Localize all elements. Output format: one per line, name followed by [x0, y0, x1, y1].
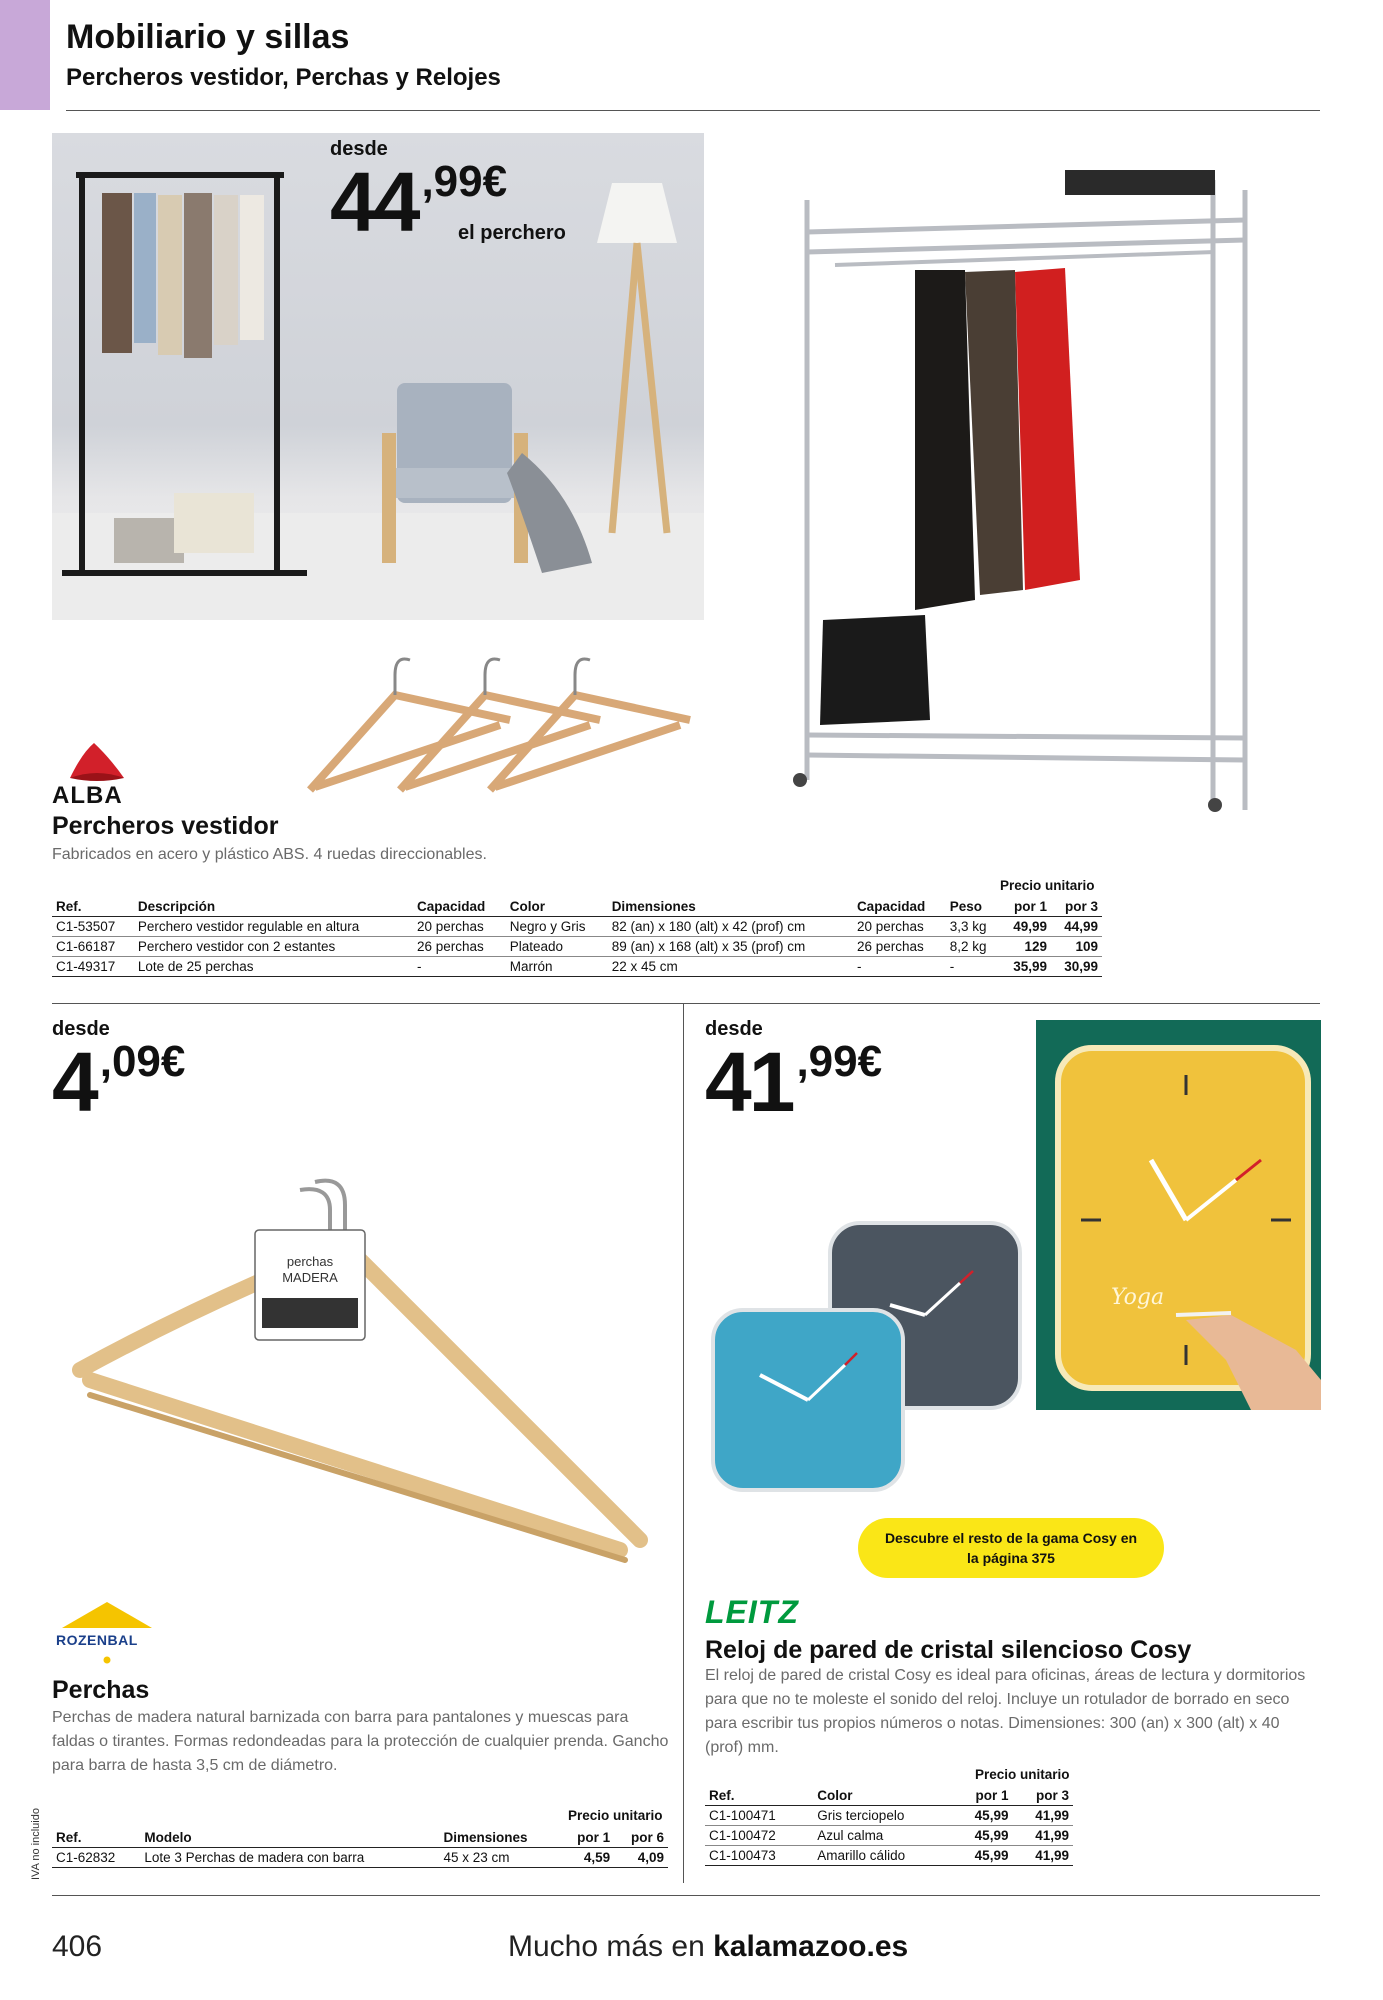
perchas-illustration	[60, 1120, 660, 1600]
cell-price-3: 30,99	[1051, 957, 1102, 977]
col-weight: Peso	[946, 897, 1000, 917]
alba-logo-text: ALBA	[52, 782, 123, 809]
footer-tagline-prefix: Mucho más en	[508, 1930, 714, 1963]
percheros-desde: desde	[330, 138, 388, 160]
section-tab	[0, 0, 50, 110]
col-capacity: Capacidad	[413, 897, 506, 917]
grey-blue-clocks-illustration	[705, 1215, 1035, 1495]
percheros-table	[52, 897, 1102, 977]
table-row	[52, 937, 1102, 957]
col-price-1: por 1	[1000, 897, 1051, 917]
cell-price-1: 35,99	[1000, 957, 1051, 977]
cell-description: Lote de 25 perchas	[134, 957, 413, 977]
rozenbal-logo	[52, 1598, 162, 1668]
iva-note: IVA no incluido	[30, 1808, 42, 1880]
section-rule	[52, 1003, 1320, 1004]
table-row	[705, 1826, 1073, 1846]
perchas-tag-text: perchas MADERA	[282, 1254, 338, 1285]
hangers-trio-illustration	[300, 625, 750, 805]
cell-weight: -	[946, 957, 1000, 977]
cell-capacity-2: 20 perchas	[853, 917, 946, 937]
page-number: 406	[52, 1930, 103, 1963]
cell-weight: 8,2 kg	[946, 937, 1000, 957]
cell-dimensions: 45 x 23 cm	[439, 1848, 560, 1868]
cell-capacity: -	[413, 957, 506, 977]
col-ref: Ref.	[52, 1828, 140, 1848]
reloj-title: Reloj de pared de cristal silencioso Cosy	[705, 1636, 1192, 1664]
wire-rack-illustration	[775, 160, 1275, 860]
table-header-row	[52, 1828, 668, 1848]
col-price-3: por 3	[1051, 897, 1102, 917]
cell-color: Amarillo cálido	[813, 1846, 952, 1866]
cell-price-1: 45,99	[952, 1806, 1013, 1826]
cell-price-3: 41,99	[1012, 1806, 1073, 1826]
col-capacity-2: Capacidad	[853, 897, 946, 917]
perchas-desde: desde	[52, 1018, 110, 1040]
percheros-price-note: el perchero	[458, 222, 566, 244]
cell-color: Marrón	[506, 957, 608, 977]
cell-ref: C1-100473	[705, 1846, 813, 1866]
page-subtitle: Percheros vestidor, Perchas y Relojes	[66, 64, 501, 91]
rozenbal-logo-text: ROZENBAL	[56, 1632, 138, 1648]
percheros-title: Percheros vestidor	[52, 812, 279, 840]
table-row	[52, 1848, 668, 1868]
hangers-trio-photo	[300, 625, 750, 805]
reloj-price	[705, 1035, 883, 1129]
col-dimensions: Dimensiones	[439, 1828, 560, 1848]
table-row	[705, 1806, 1073, 1826]
perchas-price-decimals: ,09€	[99, 1037, 186, 1086]
perchas-unit-price-header: Precio unitario	[568, 1808, 663, 1823]
cell-price-1: 45,99	[952, 1846, 1013, 1866]
cell-ref: C1-66187	[52, 937, 134, 957]
cell-dimensions: 82 (an) x 180 (alt) x 42 (prof) cm	[608, 917, 853, 937]
col-model: Modelo	[140, 1828, 439, 1848]
wire-rack-photo	[775, 160, 1275, 860]
cell-description: Perchero vestidor con 2 estantes	[134, 937, 413, 957]
reloj-table	[705, 1786, 1073, 1866]
col-description: Descripción	[134, 897, 413, 917]
cell-color: Plateado	[506, 937, 608, 957]
col-price-6: por 6	[614, 1828, 668, 1848]
perchas-description: Perchas de madera natural barnizada con barra para pantalones y muescas para faldas o tirantes. Formas redondeadas para la protección de cualquier prenda. Gancho para barra de hasta 3,5 cm de diámetro.	[52, 1709, 669, 1774]
cell-dimensions: 89 (an) x 168 (alt) x 35 (prof) cm	[608, 937, 853, 957]
percheros-price-integer: 44	[330, 155, 418, 249]
header-rule	[66, 110, 1320, 111]
cell-price-1: 4,59	[560, 1848, 614, 1868]
perchas-table	[52, 1828, 668, 1868]
reloj-unit-price-header: Precio unitario	[975, 1767, 1070, 1782]
grey-blue-clocks-photo	[705, 1215, 1035, 1495]
perchas-price	[52, 1035, 186, 1129]
cell-price-1: 49,99	[1000, 917, 1051, 937]
cell-weight: 3,3 kg	[946, 917, 1000, 937]
cell-price-1: 129	[1000, 937, 1051, 957]
cell-price-3: 109	[1051, 937, 1102, 957]
cell-description: Perchero vestidor regulable en altura	[134, 917, 413, 937]
cell-capacity-2: 26 perchas	[853, 937, 946, 957]
perchas-price-integer: 4	[52, 1035, 96, 1129]
cell-ref: C1-62832	[52, 1848, 140, 1868]
cell-price-3: 44,99	[1051, 917, 1102, 937]
col-color: Color	[506, 897, 608, 917]
cell-ref: C1-100472	[705, 1826, 813, 1846]
cell-dimensions: 22 x 45 cm	[608, 957, 853, 977]
cell-color: Gris terciopelo	[813, 1806, 952, 1826]
cell-capacity: 20 perchas	[413, 917, 506, 937]
column-divider	[683, 1003, 684, 1883]
cell-model: Lote 3 Perchas de madera con barra	[140, 1848, 439, 1868]
cell-price-6: 4,09	[614, 1848, 668, 1868]
table-header-row	[705, 1786, 1073, 1806]
col-ref: Ref.	[705, 1786, 813, 1806]
footer-rule	[52, 1895, 1320, 1896]
perchas-photo	[60, 1120, 660, 1600]
reloj-price-decimals: ,99€	[796, 1037, 883, 1086]
cell-capacity-2: -	[853, 957, 946, 977]
percheros-unit-price-header: Precio unitario	[1000, 878, 1095, 893]
cell-capacity: 26 perchas	[413, 937, 506, 957]
yellow-clock-illustration	[1036, 1020, 1321, 1410]
cell-price-3: 41,99	[1012, 1846, 1073, 1866]
reloj-price-integer: 41	[705, 1035, 793, 1129]
percheros-price-decimals: ,99€	[421, 157, 508, 206]
col-price-1: por 1	[560, 1828, 614, 1848]
board-handwriting: Yoga	[1111, 1285, 1165, 1310]
reloj-desde: desde	[705, 1018, 763, 1040]
cell-price-3: 41,99	[1012, 1826, 1073, 1846]
cell-ref: C1-100471	[705, 1806, 813, 1826]
col-dimensions: Dimensiones	[608, 897, 853, 917]
yellow-clock-photo	[1036, 1020, 1321, 1410]
cell-ref: C1-53507	[52, 917, 134, 937]
table-row	[705, 1846, 1073, 1866]
col-ref: Ref.	[52, 897, 134, 917]
leitz-logo	[705, 1594, 799, 1631]
leitz-logo-text: LEITZ	[705, 1594, 799, 1630]
perchas-title: Perchas	[52, 1676, 150, 1704]
table-header-row	[52, 897, 1102, 917]
cell-color: Azul calma	[813, 1826, 952, 1846]
col-price-3: por 3	[1012, 1786, 1073, 1806]
table-row	[52, 957, 1102, 977]
table-row	[52, 917, 1102, 937]
page-title: Mobiliario y sillas	[66, 18, 350, 56]
alba-logo	[52, 738, 162, 808]
col-price-1: por 1	[952, 1786, 1013, 1806]
footer-tagline	[508, 1930, 908, 1964]
percheros-description: Fabricados en acero y plástico ABS. 4 ruedas direccionables.	[52, 846, 487, 863]
footer-site-link[interactable]: kalamazoo.es	[713, 1930, 909, 1963]
reloj-description: El reloj de pared de cristal Cosy es ideal para oficinas, áreas de lectura y dormitorios para que no te moleste el sonido del reloj. Incluye un rotulador de borrado en seco para escribir tus propios números o notas. Dimensiones: 300 (an) x 300 (alt) x 40 (prof) mm.	[705, 1667, 1306, 1756]
col-color: Color	[813, 1786, 952, 1806]
cell-price-1: 45,99	[952, 1826, 1013, 1846]
cosy-range-link[interactable]: Descubre el resto de la gama Cosy en la página 375	[858, 1518, 1164, 1578]
cell-ref: C1-49317	[52, 957, 134, 977]
cell-color: Negro y Gris	[506, 917, 608, 937]
